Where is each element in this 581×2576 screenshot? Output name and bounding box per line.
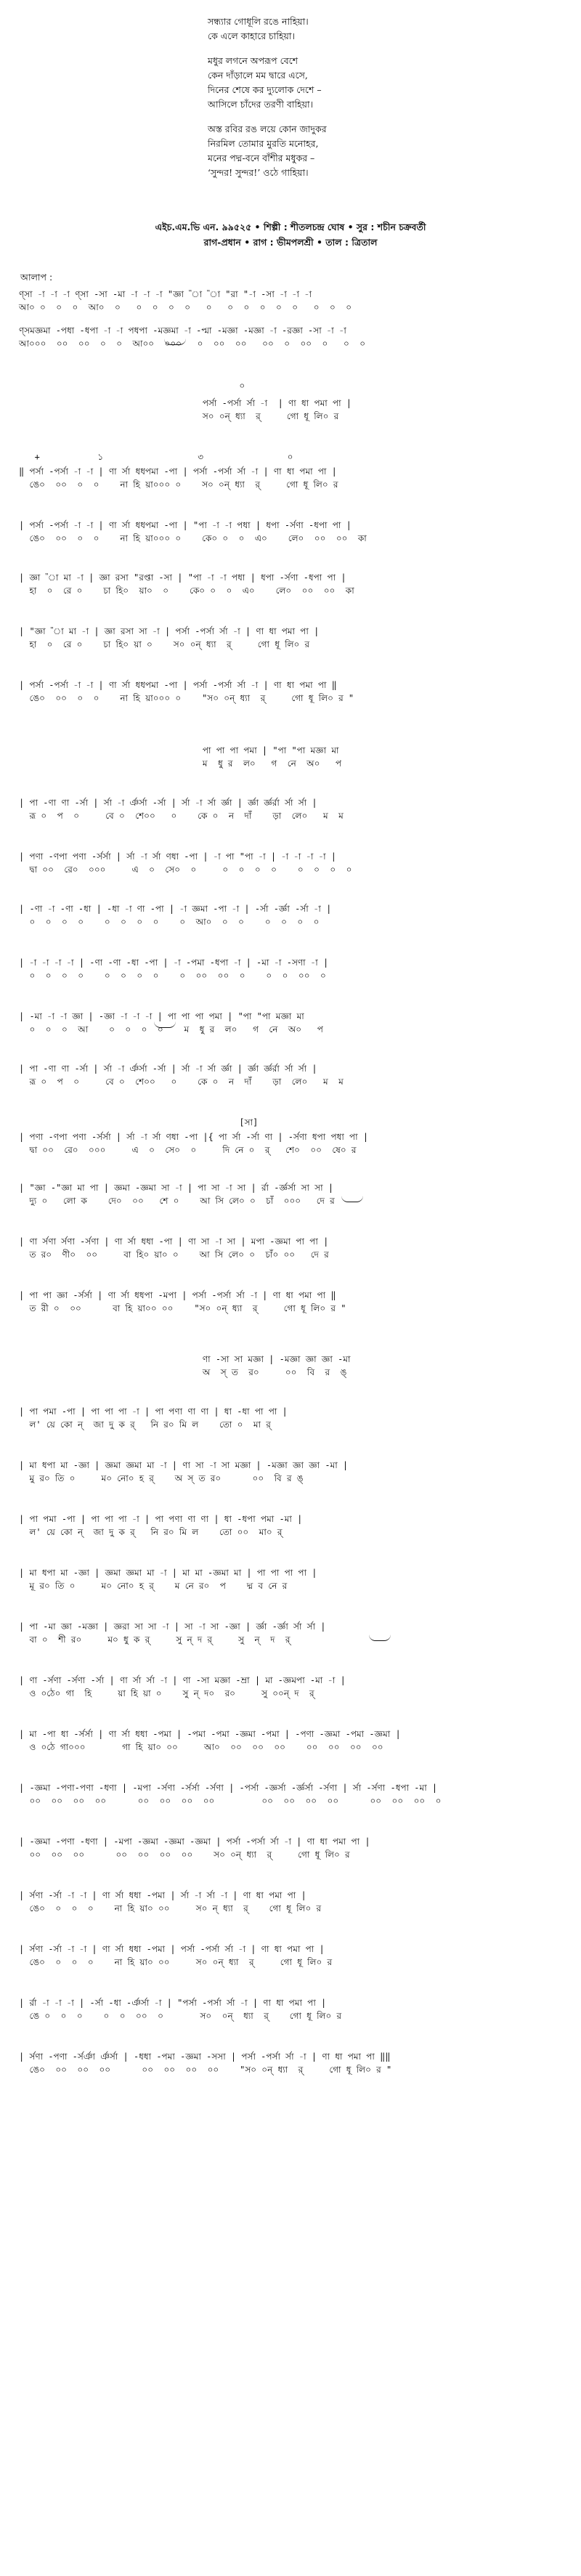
notation-syllables: অ স্ ত র০ ০০ বি র ঙ্ — [19, 1367, 347, 1377]
notation-notes: | পা পমা -পা | পা পা পা -া | পা পণা ণা ণা | ধা -ধা পা পা | — [19, 1406, 288, 1417]
notation-syllables: বা ০ শী র০ ম০ ধু ক র্ সু ন্ দ র্ সু ন্ দ র্ — [19, 1635, 290, 1645]
notation-notes: | র্রা -া -া -া | -র্সা -ধা -র্ঞর্সা -া | "পর্সা -পর্সা র্সা -া | ণা ধা পমা পা | — [19, 1998, 327, 2008]
notation-notes: | পা পা জ্ঞা -র্সর্সা | ণা র্সা ধধপা -মপা | পর্সা -পর্সা র্সা -া | ণা ধা পমা পা ‖ — [19, 1290, 336, 1300]
notation-syllables: দ্বা ০০ রে০ ০০০ এ ০ সে০ ০ দি নে ০ র্ শে০ ০০ ষে০ র — [19, 1145, 357, 1155]
notation-notes: | পা -ণা ণা -র্সা | র্সা -া র্ঞর্সা -র্সা | র্সা -া র্সা র্জ্ঞা | র্জ্ঞা র্জ্ঞর্রা র্সা র্সা | — [19, 1064, 317, 1074]
notation-syllables: ০ ০ ০ ০ ০ ০ ০ ০ ০ আ০ ০ ০ ০ ০ ০ ০ — [19, 917, 320, 927]
lyric-line: আসিলে চাঁদের তরণী বাহিয়া। — [208, 99, 314, 110]
lyrics-stanza-1 — [208, 15, 513, 44]
notation-row — [19, 519, 564, 545]
notation-row — [19, 465, 564, 491]
notation-syllables: ঙে০ ০ ০ ০ না হি য়া০ ০০ স০ ন্ ধ্যা র্ গো ধূ লি০ র — [19, 1903, 322, 1913]
lyric-line: অস্ত রবির রঙ লয়ে কোন জাদুকর — [208, 123, 327, 134]
notation-syllables: রূ ০ প ০ বে ০ শে০০ ০ কে ০ ন দাঁ ড়া লে০ ম ম — [19, 811, 344, 821]
notation-notes: ণ্সা -া -া -া ণ্সা -সা -মা -া -া -া "জ্ঞা "া "া "রা "-া -সা -া -া -া — [19, 289, 312, 299]
notation-syllables: আ০০০ ০০ ০০ ০ ০ আ০০ ০০০ ০ ০০ ০০ ০০ ০ ০০ ০ ০ ০ — [19, 339, 366, 349]
notation-row — [19, 1620, 564, 1646]
notation-notes: | "জ্ঞা -"জ্ঞা মা পা | জ্ঞমা -জ্ঞমা সা -া | পা সা -া সা | র্রা -র্জ্ঞর্সা সা সা | — [19, 1183, 334, 1193]
notation-notes: | পণা -ণপা পণা -র্সর্সা | র্সা -া র্সা ণধা -পা | -া পা "পা -া | -া -া -া -া | — [19, 851, 337, 862]
notation-notes: | পর্সা -পর্সা -া -া | ণা র্সা ধধপমা -পা | পর্সা -পর্সা র্সা -া | ণা ধা পমা পা ‖ — [19, 680, 337, 690]
notation-syllables: হা ০ রে ০ চা হি০ য়া০ ০ কে০ ০ ০ এ০ লে০ ০০ ০০ কা — [19, 586, 354, 596]
notation-syllables: আ০ ০ ০ ০ আ০ ০ ০ ০ ০ ০ ০ ০ ০ ০ ০ ০ ০ ০ ০ — [19, 302, 352, 312]
notation-syllables: ঙে০ ০০ ০ ০ না হি য়া০০০ ০ কে০ ০ ০ এ০ লে০ ০০ ০০ কা — [19, 533, 367, 543]
notation-row — [19, 379, 564, 392]
notation-syllables: ও ০ঠে গা০০০ গা হি য়া০ ০০ আ০ ০০ ০০ ০০ ০০ ০০ ০০ ০০ — [19, 1742, 383, 1752]
notation-notes: ‖ পর্সা -পর্সা -া -া | ণা র্সা ধধপমা -পা | পর্সা -পর্সা র্সা -া | ণা ধা পমা পা | — [19, 466, 337, 477]
lyric-line: ‘সুন্দর! সুন্দর!’ ওঠে গাহিয়া। — [208, 167, 309, 178]
notation-notes: | পণা -ণপা পণা -র্সর্সা | র্সা -া র্সা ণধা -পা |{ পা র্সা -র্সা ণা | -র্সণা ধপা পধা পা | — [19, 1132, 369, 1142]
notation-notes: [সা] — [19, 1117, 259, 1127]
notation-row — [19, 1566, 564, 1592]
notation-syllables: দ্যু ০ লো ক দে০ ০০ শে ০ আ সি লে০ ০ চাঁ ০০০ দে র — [19, 1196, 335, 1206]
notation-row — [19, 450, 564, 463]
notation-row — [19, 397, 564, 423]
notation-syllables: ০০ ০০ ০০ ০০ ০০ ০০ ০০ ০০ ০০ ০০ ০০ ০০ ০০ ০০ ০০ ০ — [19, 1796, 442, 1806]
notation-row — [19, 1010, 564, 1036]
lyric-line: সন্ধ্যার গোধূলি রঙে নাহিয়া। — [208, 16, 309, 27]
lyric-line: দিনের শেষে কর দ্যুলোক দেশে – — [208, 84, 322, 95]
notation-syllables: ঙে০ ০০ ০০ ০০ ০০ ০০ ০০ ০০ "স০ ০ন্ ধ্যা র্ গো ধূ লি০ র " — [19, 2065, 392, 2075]
meend-arc — [164, 339, 186, 345]
notation-notes: | র্সণা -র্সা -া -া | ণা র্সা ধধা -পমা | পর্সা -পর্সা র্সা -া | ণা ধা পমা পা | — [19, 1944, 325, 1954]
meend-arc — [154, 1021, 176, 1028]
notation-syllables: ০ ০ ০ আ ০ ০ ০ ০ ম ধু র ল০ গ নে অ০ প — [19, 1024, 323, 1034]
notation-notes: | পা -মা জ্ঞা -মজ্ঞা | জ্ঞরা সা সা -া | সা -া সা -জ্ঞা | র্জ্ঞা -র্জ্ঞা র্সা র্সা | — [19, 1621, 326, 1632]
lyrics-stanza-2 — [208, 54, 513, 112]
notation-notes: | -া -া -া -া | -ণা -ণা -ধা -পা | -া -পমা -ধপা -া | -মা -া -সণা -া | — [19, 957, 329, 968]
notation-syllables: ত রী ০ ০০ বা হি য়া০০ ০০ "স০ ০ন্ ধ্যা র্ গো ধূ লি০ র " — [19, 1303, 346, 1313]
notation-syllables: হা ০ রে ০ চা হি০ য়া ০ স০ ০ন্ ধ্যা র্ গো ধূ লি০ র — [19, 639, 310, 649]
notation-row — [19, 744, 564, 770]
notation-notes: | মা ধপা মা -জ্ঞা | জ্ঞমা জ্ঞমা মা -া | মা মা -জ্ঞমা মা | পা পা পা পা | — [19, 1568, 317, 1578]
notation-notes: + ১ ৩ ০ — [19, 452, 293, 462]
notation-syllables: ঙে০ ০০ ০ ০ না হি য়া০০০ ০ স০ ০ন্ ধ্যা র্ গো ধূ লি০ র — [19, 479, 338, 490]
alap-label: আলাপ : — [20, 272, 53, 283]
notation-row — [19, 1835, 564, 1861]
notation-notes: ণা -সা সা মজ্ঞা | -মজ্ঞা জ্ঞা জ্ঞা -মা — [19, 1354, 351, 1364]
notation-syllables: ঙে০ ০০ ০ ০ না হি য়া০০০ ০ "স০ ০ন্ ধ্যা র্ গো ধূ লি০ র " — [19, 693, 354, 703]
notation-syllables: ল' য়ে কো ন্ জা দু ক র্ নি র০ মি ল তো ০০ মা০ র্ — [19, 1527, 283, 1537]
notation-row — [19, 850, 564, 876]
notation-row — [19, 1116, 564, 1129]
notation-row — [19, 1943, 564, 1969]
notation-row — [19, 1235, 564, 1261]
notation-notes: | জ্ঞা "া মা -া | জ্ঞা রসা "রপ্তা -সা | "পা -া -া পধা | ধপা -র্সণা -ধপা পা | — [19, 572, 346, 583]
credits-line-raga: রাগ-প্রধান • রাগ : ভীমপলশ্রী • তাল : ত্রিতাল — [203, 237, 378, 248]
notation-row — [19, 288, 564, 314]
notation-notes: | -জ্ঞমা -পণা -ধণা | -মপা -জ্ঞমা -জ্ঞমা -জ্ঞমা | পর্সা -পর্সা র্সা -া | ণা ধা পমা পা | — [19, 1836, 370, 1847]
notation-row — [19, 1353, 564, 1379]
meend-arc — [369, 1635, 391, 1641]
notation-syllables: ঙে ০ ০ ০ ০ ০ ০০ ০ স০ ০ন্ ধ্যা র্ গো ধূ লি০ র — [19, 2011, 342, 2021]
lyrics-stanza-3 — [208, 122, 513, 180]
notation-notes: | "জ্ঞা "া মা -া | জ্ঞা রসা সা -া | পর্সা -পর্সা র্সা -া | ণা ধা পমা পা | — [19, 626, 320, 636]
notation-row — [19, 956, 564, 982]
notation-notes: | পর্সা -পর্সা -া -া | ণা র্সা ধধপমা -পা | "পা -া -া পধা | ধপা -র্সণা -ধপা পা | — [19, 520, 352, 530]
notation-notes: | ণা র্সণা র্সণা -র্সণা | ণা র্সা ধধা -পা | ণা সা -া সা | মপা -জ্ঞমা পা পা | — [19, 1236, 329, 1247]
notation-notes: | র্সণা -পণা -র্সর্ঞা র্ঞর্সা | -ধধা -পমা -জ্ঞমা -সসা | পর্সা -পর্সা র্সা -া | ণা ধা পমা পা ‖‖ — [19, 2052, 391, 2062]
notation-syllables: ল' য়ে কো ন্ জা দু ক র্ নি র০ মি ল তো ০ মা র্ — [19, 1419, 271, 1430]
lyric-line: মনের পদ্ম-বনে বাঁশীর মধুকর – — [208, 153, 315, 163]
meend-arc — [341, 1196, 363, 1202]
notation-syllables: মূ র০ তি ০ ম০ নো০ হ র্ ম নে র০ প দ্ম ব নে র — [19, 1581, 288, 1591]
notation-syllables: দ্বা ০০ রে০ ০০০ এ ০ সে০ ০ ০ ০ ০ ০ ০ ০ ০ ০ — [19, 864, 352, 875]
notation-syllables: ০ ০ ০ ০ ০ ০ ০ ০ ০ ০০ ০০ ০ ০ ০ ০০ ০ — [19, 971, 326, 981]
notation-row — [19, 1996, 564, 2022]
notation-notes: | -মা -া -া জ্ঞা | -জ্ঞা -া -া -া | পা পা পা পমা | "পা "পা মজ্ঞা মা — [19, 1011, 304, 1021]
notation-row — [19, 625, 564, 651]
notation-syllables: রূ ০ প ০ বে ০ শে০০ ০ কে ০ ন দাঁ ড়া লে০ ম ম — [19, 1077, 344, 1087]
lyrics — [208, 15, 513, 190]
notation-notes: | র্সণা -র্সা -া -া | ণা র্সা ধধা -পমা | র্সা -া র্সা -া | ণা ধা পমা পা | — [19, 1890, 306, 1900]
notation-syllables: ও ০ঠে০ গা হি য়া হি য়া ০ সু ন্ দ০ র০ সু ০০ন্ দ র্ — [19, 1688, 314, 1698]
lyric-line: কে এলে কাহারে চাহিয়া। — [208, 31, 296, 41]
notation-row — [19, 2050, 564, 2076]
notation-notes: | ণা -র্সণা -র্সণা -র্সা | ণা র্সা র্সা -া | ণা -সা মজ্ঞা -ম্রা | মা -জ্ঞমপা -মা -া | — [19, 1675, 346, 1685]
notation-syllables: ত র০ ণী০ ০০ বা হি০ য়া০ ০ আ সি লে০ ০ চাঁ০ ০০ দে র — [19, 1249, 329, 1260]
lyric-line: মধুর লগনে অপরূপ বেশে — [208, 55, 298, 66]
notation-syllables: মু র০ তি ০ ম০ নো০ হ র্ অ স্ ত র০ ০০ বি র ঙ্ — [19, 1473, 304, 1483]
notation-syllables: স০ ০ন্ ধ্যা র্ গো ধূ লি০ র — [19, 411, 339, 421]
notation-notes: | -ণা -া -ণা -ধা | -ধা -া ণা -পা | -া জ্ঞমা -পা -া | -র্সা -র্জ্ঞা -র্সা -া | — [19, 904, 332, 914]
notation-notes: পা পা পা পমা | "পা "পা মজ্ঞা মা — [19, 745, 339, 756]
notation-syllables: ঙে০ ০ ০ ০ না হি য়া০ ০০ স০ ০ন্ ধ্যা র্ গো ধূ লি০ র — [19, 1957, 333, 1967]
notation-notes: ০ — [19, 381, 245, 391]
lyric-line: কেন দাঁড়ালে মম দ্বারে এসে, — [208, 70, 308, 81]
credits-line-record: এইচ.এম.ভি এন. ৯৯৫২৫ • শিল্পী : শীতলচন্দ্র ঘোষ • সুর : শচীন চক্রবর্তী — [155, 222, 426, 232]
notation-row — [19, 1889, 564, 1915]
notation-notes: | পা -ণা ণা -র্সা | র্সা -া র্ঞর্সা -র্সা | র্সা -া র্সা র্জ্ঞা | র্জ্ঞা র্জ্ঞর্রা র্সা র্সা | — [19, 798, 317, 808]
notation-notes: | মা ধপা মা -জ্ঞা | জ্ঞমা জ্ঞমা মা -া | ণা সা -া সা মজ্ঞা | -মজ্ঞা জ্ঞা জ্ঞা -মা | — [19, 1460, 349, 1470]
song-credits — [0, 219, 581, 250]
notation-notes: পর্সা -পর্সা র্সা -া | ণা ধা পমা পা | — [19, 398, 352, 408]
notation-row — [19, 1405, 564, 1431]
notation-notes: | মা -পা ধা -র্সর্সা | ণা র্সা ধধা -পমা | -পমা -পমা -জ্ঞমা -পমা | -পণা -জ্ঞমা -পমা -জ্ঞমা | — [19, 1729, 401, 1739]
notation-row — [19, 1512, 564, 1539]
notation-syllables: ম ধু র ল০ গ নে অ০ প — [19, 758, 342, 769]
notation-row — [19, 1781, 564, 1807]
notation-row — [19, 571, 564, 597]
notation-row — [19, 324, 564, 350]
lyric-line: নিরমিল তোমার মুরতি মনোহর, — [208, 138, 319, 149]
notation-notes: | পা পমা -পা | পা পা পা -া | পা পণা ণা ণা | ধা -ধপা পমা -মা | — [19, 1514, 303, 1524]
notation-row — [19, 1130, 564, 1157]
notation-syllables: ০০ ০০ ০০ ০০ ০০ ০০ ০০ স০ ০ন্ ধ্যা র্ গো ধূ লি০ র — [19, 1850, 350, 1860]
notation-notes: ণ্সমজ্ঞমা -পধা -ধপা -া -া পধপা -মজ্ঞমা -া -প্মা -মজ্ঞা -মজ্ঞা -া -রজ্ঞা -সা -া -া — [19, 325, 346, 336]
notation-row — [19, 902, 564, 928]
notation-row — [19, 1062, 564, 1088]
notation-row — [19, 679, 564, 705]
notation-row — [19, 1459, 564, 1485]
notation-row — [19, 1289, 564, 1315]
notation-row — [19, 1674, 564, 1700]
notation-notes: | -জ্ঞমা -পণা-পণা -ধণা | -মপা -র্সণা -র্সর্সা -র্সণা | -পর্সা -জ্ঞর্সা -র্জ্ঞর্সা -র্সণা | র্সা -র্সণা -ধপা -মা | — [19, 1783, 438, 1793]
notation-row — [19, 1181, 564, 1207]
notation-row — [19, 796, 564, 822]
notation-row — [19, 1728, 564, 1754]
